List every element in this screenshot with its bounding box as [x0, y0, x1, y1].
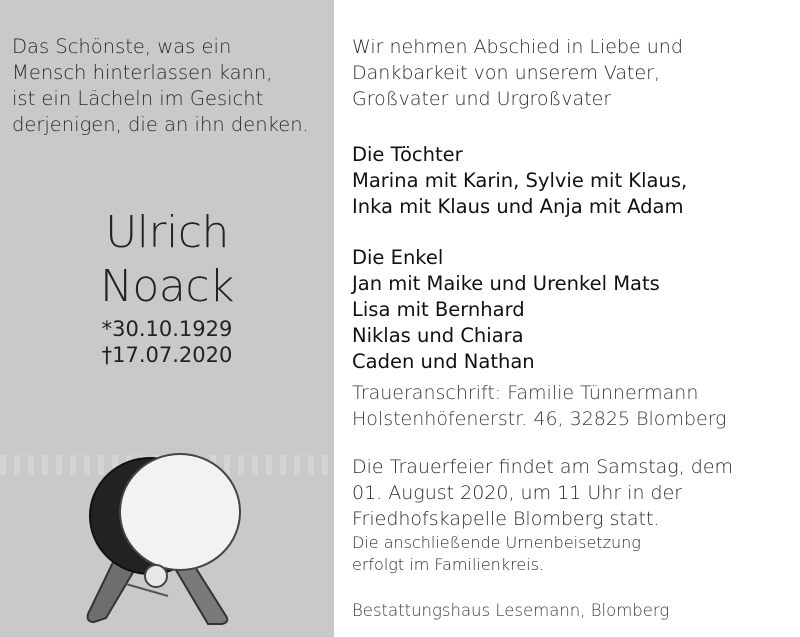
urn-burial-info: [352, 532, 792, 576]
grandchildren-line: Niklas und Chiara: [352, 324, 524, 347]
grandchildren-line: Jan mit Maike und Urenkel Mats: [352, 272, 660, 295]
deceased-last-name: Noack: [100, 261, 234, 312]
funeral-home: Bestattungshaus Lesemann, Blomberg: [352, 601, 670, 620]
daughters-heading: Die Töchter: [352, 143, 463, 166]
farewell-intro: [352, 34, 792, 112]
daughters-list: [352, 142, 792, 220]
table-tennis-paddles-icon: [76, 446, 252, 626]
grandchildren-list: [352, 245, 792, 375]
birth-date: *30.10.1929: [101, 317, 233, 341]
funeral-ceremony-info: [352, 454, 792, 532]
urn-line: Die anschließende Urnenbeisetzung: [352, 533, 641, 552]
memorial-quote: [12, 34, 330, 138]
address-line: Holstenhöfenerstr. 46, 32825 Blomberg: [352, 408, 727, 430]
daughters-line: Inka mit Klaus und Anja mit Adam: [352, 195, 684, 218]
address-line: Traueranschrift: Familie Tünnermann: [352, 382, 699, 404]
mourning-address: [352, 380, 792, 432]
quote-line: derjenigen, die an ihn denken.: [12, 113, 309, 136]
intro-line: Großvater und Urgroßvater: [352, 88, 612, 110]
ceremony-line: Die Trauerfeier findet am Samstag, dem: [352, 456, 734, 478]
quote-line: Mensch hinterlassen kann,: [12, 61, 273, 84]
grandchildren-line: Lisa mit Bernhard: [352, 298, 525, 321]
daughters-line: Marina mit Karin, Sylvie mit Klaus,: [352, 169, 688, 192]
death-date: †17.07.2020: [101, 343, 233, 367]
ceremony-line: Friedhofskapelle Blomberg statt.: [352, 508, 660, 530]
grandchildren-heading: Die Enkel: [352, 246, 444, 269]
ceremony-line: 01. August 2020, um 11 Uhr in der: [352, 482, 683, 504]
grandchildren-line: Caden und Nathan: [352, 350, 535, 373]
right-panel: [338, 0, 800, 637]
urn-line: erfolgt im Familienkreis.: [352, 555, 545, 574]
quote-line: ist ein Lächeln im Gesicht: [12, 87, 264, 110]
left-panel: [0, 0, 334, 637]
deceased-first-name: Ulrich: [105, 207, 229, 258]
intro-line: Wir nehmen Abschied in Liebe und: [352, 36, 683, 58]
intro-line: Dankbarkeit von unserem Vater,: [352, 62, 661, 84]
quote-line: Das Schönste, was ein: [12, 35, 232, 58]
